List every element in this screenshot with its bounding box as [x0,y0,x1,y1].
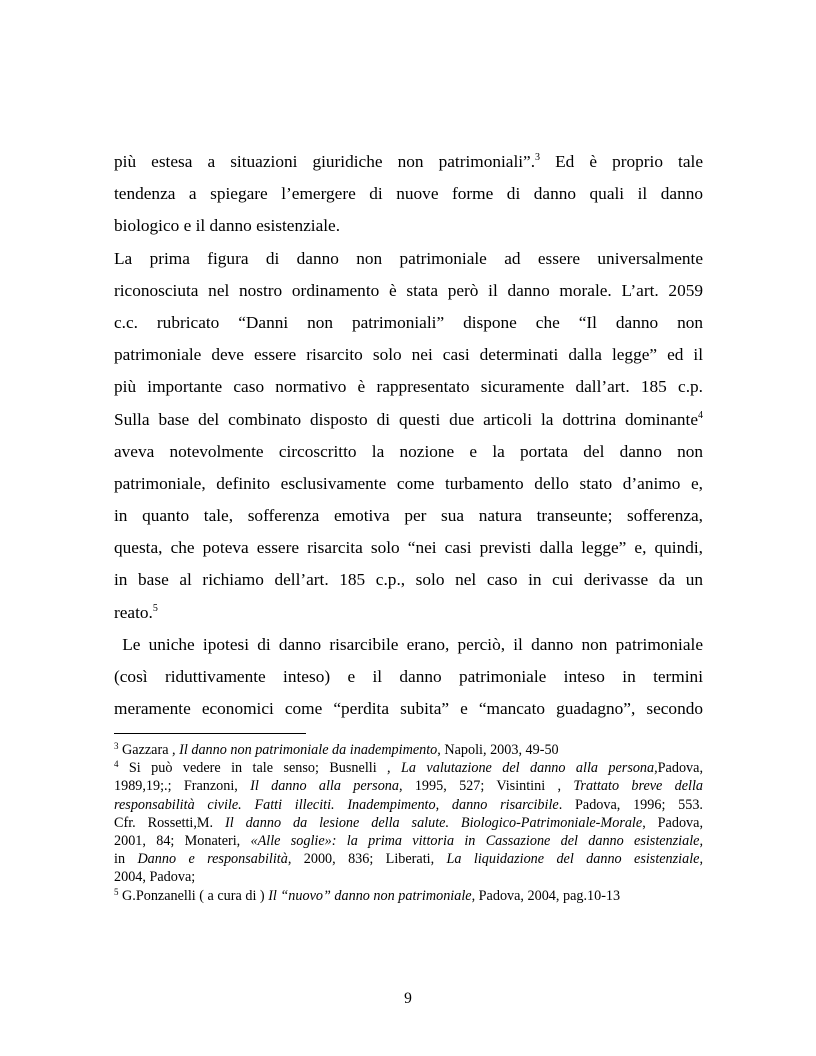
footnote-ref-4[interactable]: 4 [698,409,703,421]
footnote-4-line: responsabilità civile. Fatti illeciti. Inadempimento, danno risarcibile. Padova, 1996; 553. [114,796,703,813]
text-line: Sulla base del combinato disposto di questi due articoli la dottrina dominante$^4$ [114,409,703,429]
text-line: tendenza a spiegare l’emergere di nuove forme di danno quali il danno [114,184,703,204]
footnote-4: $^4$ Si può vedere in tale senso; Busnelli , La valutazione del danno alla persona,Padova, [114,759,703,777]
text-line: in quanto tale, sofferenza emotiva per sua natura transeunte; sofferenza, [114,506,703,526]
footnote-3: $^3$ Gazzara , Il danno non patrimoniale da inadempimento, Napoli, 2003, 49-50 [114,741,559,758]
text-line: più estesa a situazioni giuridiche non patrimoniali”.$^3$ Ed è proprio tale [114,152,703,171]
body-text [114,146,703,725]
text-line: riconosciuta nel nostro ordinamento è stata però il danno morale. L’art. 2059 [114,280,703,300]
footnotes [114,741,703,905]
text-line: patrimoniale deve essere risarcito solo nei casi determinati dalla legge” ed il [114,345,703,365]
footnote-4-line: 2004, Padova; [114,869,196,886]
footnote-number: 3 [114,741,119,751]
page-number: 9 [404,990,412,1007]
text-line: in base al richiamo dell’art. 185 c.p., solo nel caso in cui derivasse da un [114,570,703,590]
text-line: questa, che poteva essere risarcita solo “nei casi previsti dalla legge” e, quindi, [114,538,703,558]
footnote-4-line: 2001, 84; Monateri, «Alle soglie»: la prima vittoria in Cassazione del danno esistenziale, [114,832,703,849]
text-line: meramente economici come “perdita subita” e “mancato guadagno”, secondo [114,699,703,719]
text-line: reato.$^5$ [114,602,158,622]
text-line: La prima figura di danno non patrimoniale ad essere universalmente [114,248,703,268]
footnote-4-line: Cfr. Rossetti,M. Il danno da lesione della salute. Biologico-Patrimoniale-Morale, Padova, [114,814,703,831]
text-line: Le uniche ipotesi di danno risarcibile erano, perciò, il danno non patrimoniale [114,634,703,654]
text-line: più importante caso normativo è rappresentato sicuramente dall’art. 185 c.p. [114,377,703,397]
text-line: (così riduttivamente inteso) e il danno patrimoniale inteso in termini [114,667,703,686]
text-line: aveva notevolmente circoscritto la nozione e la portata del danno non [114,441,703,461]
footnote-4-line: 1989,19;.; Franzoni, Il danno alla persona, 1995, 527; Visintini , Trattato breve della [114,778,704,795]
footnote-ref-3[interactable]: 3 [535,152,541,163]
footnote-number: 5 [114,886,119,897]
footnote-ref-5[interactable]: 5 [152,602,158,614]
footnote-4-line: in Danno e responsabilità, 2000, 836; Liberati, La liquidazione del danno esistenziale, [114,851,703,868]
footnote-number: 4 [114,759,119,770]
text-line: c.c. rubricato “Danni non patrimoniali” dispone che “Il danno non [114,312,703,332]
footnote-5: $^5$ G.Ponzanelli ( a cura di ) Il “nuovo” danno non patrimoniale, Padova, 2004, pag.10-13 [114,886,621,904]
footnote-separator [114,733,306,734]
text-line: biologico e il danno esistenziale. [114,216,341,236]
text-line: patrimoniale, definito esclusivamente come turbamento dello stato d’animo e, [114,473,703,493]
